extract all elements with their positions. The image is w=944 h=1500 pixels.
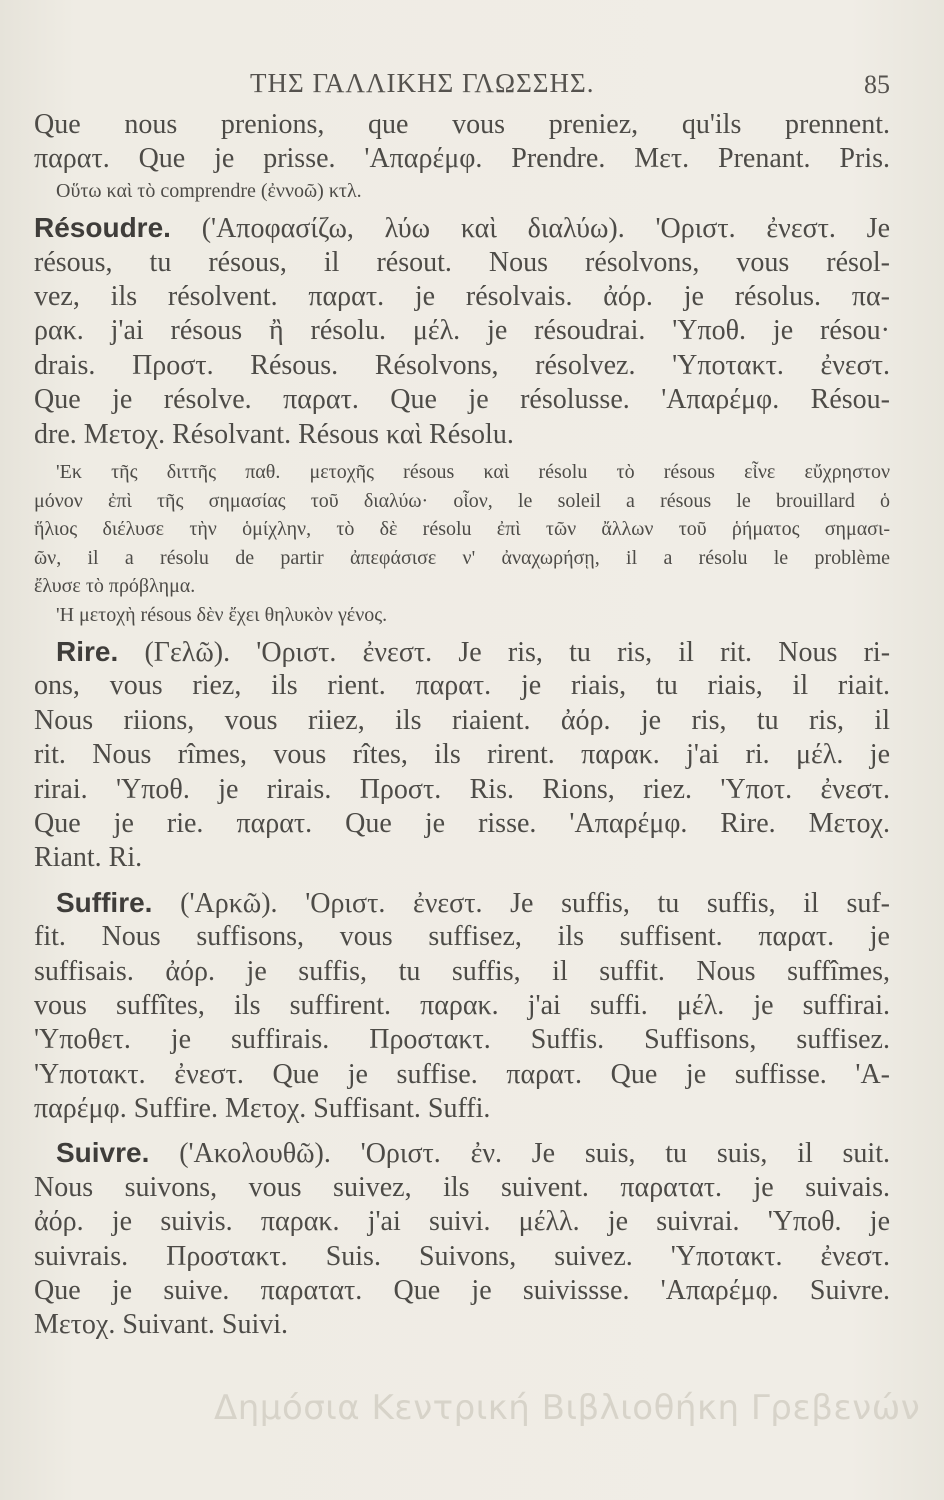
headword: Suffire. [56, 886, 153, 918]
text-line: suffisais. ἀόρ. je suffis, tu suffis, il suffit. Nous suffîmes, [34, 955, 890, 987]
note-line: μόνον ἐπὶ τῆς σημασίας τοῦ διαλύω· οἷον, le soleil a résous le brouillard ὁ [34, 489, 890, 512]
text-line: rit. Nous rîmes, vous rîtes, ils rirent. παρακ. j'ai ri. μέλ. je [34, 739, 890, 771]
text-line: suivrais. Προστακτ. Suis. Suivons, suivez. 'Υποτακτ. ἐνεστ. [34, 1240, 890, 1272]
text-line: ('Αρκῶ). 'Οριστ. ἐνεστ. Je suffis, tu suffis, il suf- [180, 887, 890, 919]
note-line: ἔλυσε τὸ πρόβλημα. [34, 575, 196, 598]
text-line: ons, vous riez, ils rient. παρατ. je riais, tu riais, il riait. [34, 670, 890, 702]
note-line: ῶν, il a résolu de partir ἀπεφάσισε ν' ἀναχωρήσῃ, il a résolu le problème [34, 546, 890, 569]
text-line: Nous riions, vous riiez, ils riaient. ἀόρ. je ris, tu ris, il [34, 704, 890, 736]
entry-suffire [34, 886, 890, 920]
text-line: Nous suivons, vous suivez, ils suivent. παρατατ. je suivais. [34, 1171, 890, 1203]
text-line: 'Υποτακτ. ἐνεστ. Que je suffise. παρατ. Que je suffisse. 'Α- [34, 1058, 890, 1090]
entry-resoudre [34, 211, 890, 245]
note-line: Οὕτω καὶ τὸ comprendre (ἐννοῶ) κτλ. [56, 179, 362, 202]
page-number: 85 [864, 70, 890, 99]
text-line: rirai. 'Υποθ. je rirais. Προστ. Ris. Rions, riez. 'Υποτ. ἐνεστ. [34, 773, 890, 805]
note-line: 'Εκ τῆς διττῆς παθ. μετοχῆς résous καὶ résolu τὸ résous εἶνε εὔχρηστον [56, 461, 890, 484]
text-line: ρακ. j'ai résous ἢ résolu. μέλ. je résoudrai. 'Υποθ. je résou· [34, 315, 890, 347]
text-line: résous, tu résous, il résout. Nous résolvons, vous résol- [34, 246, 890, 278]
text-line: παρατ. Que je prisse. 'Απαρέμφ. Prendre. Μετ. Prenant. Pris. [34, 143, 890, 175]
note-line: ἥλιος διέλυσε τὴν ὁμίχλην, τὸ δὲ résolu ἐπὶ τῶν ἄλλων τοῦ ῥήματος σημασι- [34, 518, 890, 541]
library-watermark: Δημόσια Κεντρική Βιβλιοθήκη Γρεβενών [214, 1388, 921, 1428]
text-line: drais. Προστ. Résous. Résolvons, résolvez. 'Υποτακτ. ἐνεστ. [34, 349, 890, 381]
entry-suivre [34, 1136, 890, 1170]
text-line: Riant. Ri. [34, 842, 143, 874]
text-line: Que je suive. παρατατ. Que je suivissse. 'Απαρέμφ. Suivre. [34, 1275, 890, 1307]
entry-rire [34, 635, 890, 669]
text-line: fit. Nous suffisons, vous suffisez, ils suffisent. παρατ. je [34, 921, 890, 953]
headword: Résoudre. [34, 212, 171, 244]
text-line: 'Υποθετ. je suffirais. Προστακτ. Suffis. Suffisons, suffisez. [34, 1024, 890, 1056]
note-line: 'Η μετοχὴ résous δὲν ἔχει θηλυκὸν γένος. [56, 603, 388, 626]
text-line: ἀόρ. je suivis. παρακ. j'ai suivi. μέλλ. je suivrai. 'Υποθ. je [34, 1206, 890, 1238]
text-line: Μετοχ. Suivant. Suivi. [34, 1309, 289, 1341]
page-body [34, 108, 890, 1343]
text-line: dre. Μετοχ. Résolvant. Résous καὶ Résolu. [34, 418, 514, 450]
headword: Suivre. [56, 1137, 150, 1169]
text-line: Que je rie. παρατ. Que je risse. 'Απαρέμφ. Rire. Μετοχ. [34, 807, 890, 839]
page-header [60, 68, 920, 108]
headword: Rire. [56, 636, 119, 668]
text-line: (Γελῶ). 'Οριστ. ἐνεστ. Je ris, tu ris, il rit. Nous ri- [144, 637, 890, 669]
running-title: ΤΗΣ ΓΑΛΛΙΚΗΣ ΓΛΩΣΣΗΣ. [250, 68, 595, 98]
text-line: Que nous prenions, que vous preniez, qu'ils prennent. [34, 109, 890, 140]
text-line: Que je résolve. παρατ. Que je résolusse. 'Απαρέμφ. Résou- [34, 384, 890, 416]
text-line: ('Αποφασίζω, λύω καὶ διαλύω). 'Οριστ. ἐνεστ. Je [201, 213, 890, 245]
text-line: vez, ils résolvent. παρατ. je résolvais. ἀόρ. je résolus. πα- [34, 281, 890, 313]
text-line: vous suffîtes, ils suffirent. παρακ. j'ai suffi. μέλ. je suffirai. [34, 989, 890, 1021]
text-line: παρέμφ. Suffire. Μετοχ. Suffisant. Suffi. [34, 1093, 491, 1125]
text-line: ('Ακολουθῶ). 'Οριστ. ἐν. Je suis, tu suis, il suit. [179, 1138, 890, 1170]
